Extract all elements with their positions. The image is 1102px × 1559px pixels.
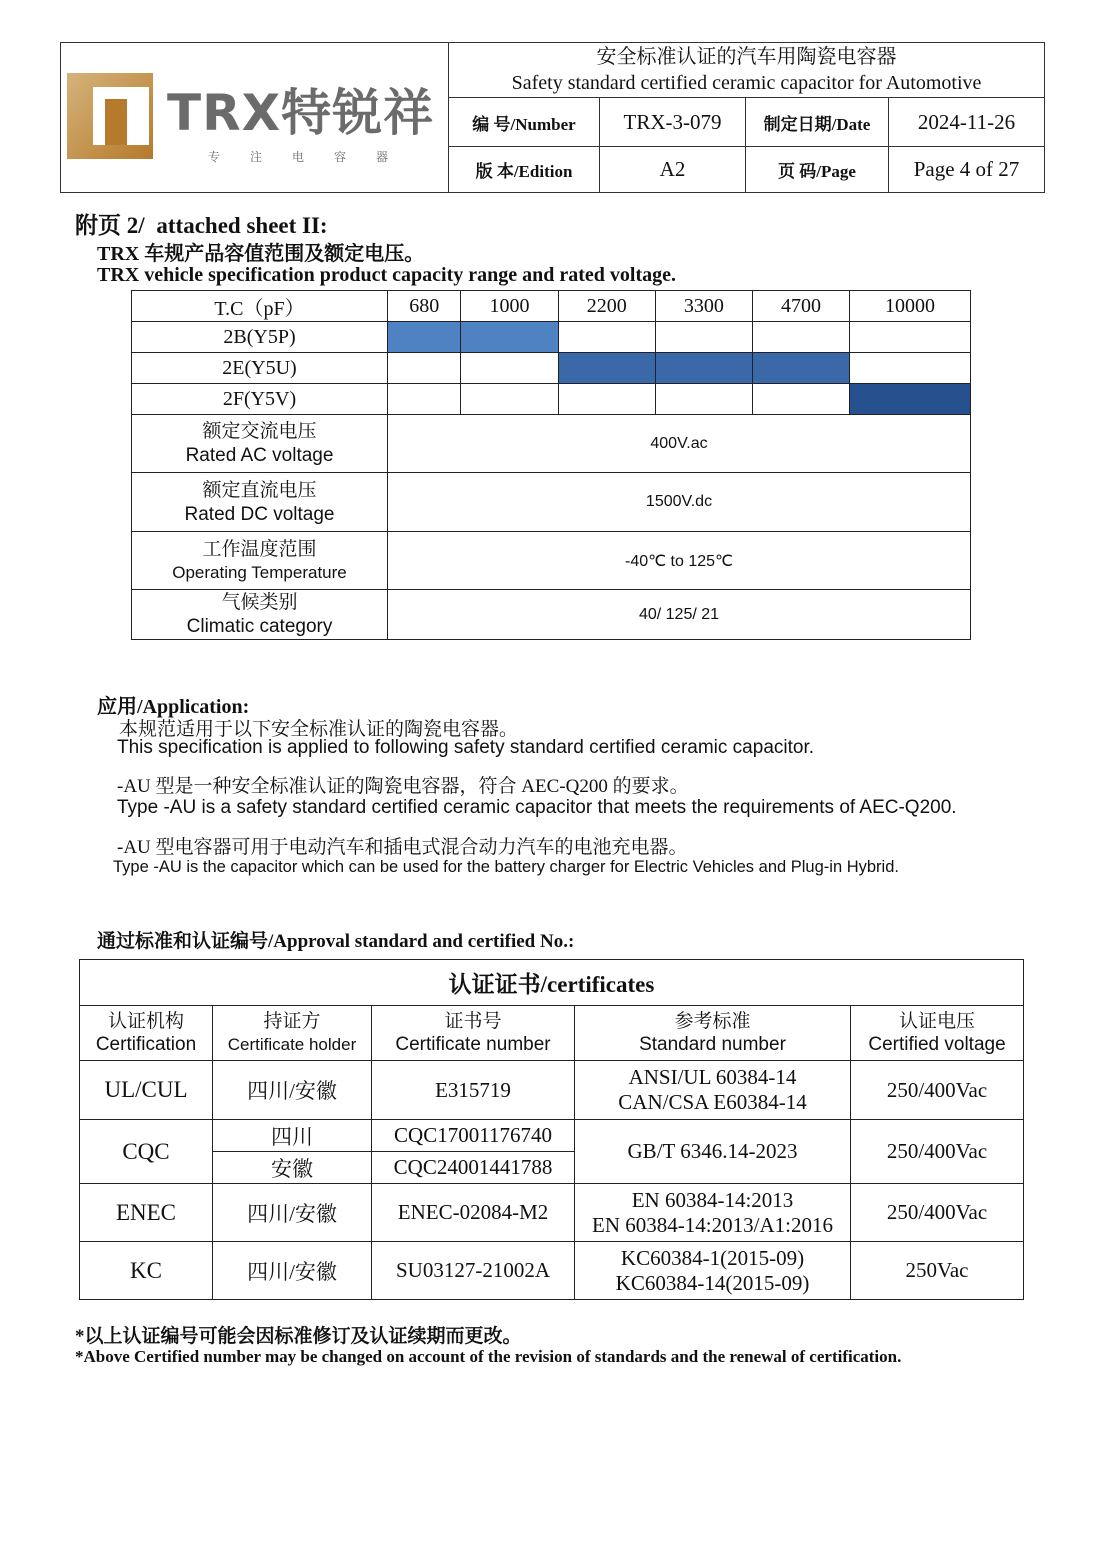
label-cn: 额定交流电压	[202, 421, 317, 442]
application-p2-cn: -AU 型是一种安全标准认证的陶瓷电容器，符合 AEC-Q200 的要求。	[117, 776, 689, 797]
range-cell-filled	[752, 353, 849, 384]
cap-header: 10000	[850, 291, 971, 322]
label-cn: 气候类别	[221, 592, 298, 613]
sheet-title-cn: 附页 2/	[75, 213, 145, 238]
application-p1-en: This specification is applied to following safety standard certified ceramic capacitor.	[117, 737, 815, 758]
tc-label: 2B(Y5P)	[132, 322, 388, 353]
cert-org: CQC	[80, 1120, 213, 1184]
col-header-holder	[213, 1006, 372, 1061]
standard-line: KC60384-1(2015-09)	[620, 1245, 805, 1270]
cert-standard	[575, 1061, 851, 1120]
col-header-certification	[80, 1006, 213, 1061]
cert-holder: 四川/安徽	[213, 1061, 372, 1120]
label-en: Rated AC voltage	[185, 445, 334, 466]
header-en: Certified voltage	[868, 1034, 1006, 1055]
spec-row-2f	[132, 384, 971, 415]
climatic-value: 40/ 125/ 21	[388, 590, 971, 640]
label-cn: 额定直流电压	[202, 479, 317, 501]
spec-row-2e	[132, 353, 971, 384]
capacity-range-table	[131, 290, 971, 640]
range-cell	[388, 353, 461, 384]
rated-dc-row	[132, 473, 971, 532]
standard-line: CAN/CSA E60384-14	[618, 1090, 807, 1114]
cert-holder: 安徽	[213, 1152, 372, 1184]
sheet-title	[75, 207, 328, 240]
operating-temp-label	[132, 532, 388, 590]
header-cn: 认证机构	[107, 1011, 184, 1032]
tc-label: 2E(Y5U)	[132, 353, 388, 384]
rated-dc-label	[132, 473, 388, 532]
range-cell-filled	[461, 322, 558, 353]
tc-corner-cell: T.C（pF）	[132, 291, 388, 322]
application-p2-en: Type -AU is a safety standard certified ceramic capacitor that meets the requirements of AEC-Q200.	[117, 797, 957, 818]
application-p3-en: Type -AU is the capacitor which can be used for the battery charger for Electric Vehicles and Plug-in Hybrid.	[113, 858, 899, 876]
standard-line: EN 60384-14:2013/A1:2016	[592, 1212, 833, 1237]
label-en: Climatic category	[186, 616, 333, 637]
col-header-standard	[575, 1006, 851, 1061]
certificates-title: 认证证书/certificates	[80, 960, 1024, 1006]
cert-standard	[575, 1242, 851, 1300]
range-cell-filled	[388, 322, 461, 353]
rated-ac-row	[132, 415, 971, 473]
standard-line: EN 60384-14:2013	[631, 1187, 794, 1212]
range-cell	[850, 322, 971, 353]
climatic-row	[132, 590, 971, 640]
cert-number: E315719	[372, 1061, 575, 1120]
title-en: Safety standard certified ceramic capacitor for Automotive	[511, 72, 982, 95]
spec-row-2b	[132, 322, 971, 353]
approval-heading: 通过标准和认证编号/Approval standard and certified No.:	[97, 931, 575, 952]
date-value: 2024-11-26	[889, 98, 1045, 146]
edition-value: A2	[600, 146, 746, 192]
cert-number: CQC17001176740	[372, 1120, 575, 1152]
col-header-voltage	[851, 1006, 1024, 1061]
range-cell	[655, 384, 752, 415]
header-cn: 持证方	[263, 1011, 321, 1032]
range-cell	[558, 322, 655, 353]
logo-text: TRX特锐祥	[167, 84, 435, 142]
label-en: Rated DC voltage	[184, 503, 335, 525]
number-value: TRX-3-079	[600, 98, 746, 146]
rated-ac-label	[132, 415, 388, 473]
footnote-cn: *以上认证编号可能会因标准修订及认证续期而更改。	[75, 1326, 522, 1347]
trx-logo-icon	[67, 73, 153, 159]
logo-cell	[61, 43, 449, 193]
sheet-title-en: attached sheet II:	[156, 213, 328, 238]
cert-holder: 四川/安徽	[213, 1184, 372, 1242]
label-cn: 工作温度范围	[202, 538, 317, 560]
cert-org: KC	[80, 1242, 213, 1300]
cert-number: SU03127-21002A	[372, 1242, 575, 1300]
cap-header: 4700	[752, 291, 849, 322]
title-cn: 安全标准认证的汽车用陶瓷电容器	[596, 46, 897, 69]
application-p3-cn: -AU 型电容器可用于电动汽车和插电式混合动力汽车的电池充电器。	[117, 837, 688, 858]
logo-slogan: 专注电容器	[208, 150, 419, 164]
range-cell-filled	[655, 353, 752, 384]
page-value: Page 4 of 27	[889, 146, 1045, 192]
certificates-table	[79, 959, 1024, 1300]
rated-dc-value: 1500V.dc	[388, 473, 971, 532]
standard-line: KC60384-14(2015-09)	[615, 1270, 810, 1295]
operating-temp-value: -40℃ to 125℃	[388, 532, 971, 590]
cert-holder: 四川/安徽	[213, 1242, 372, 1300]
standard-line: ANSI/UL 60384-14	[628, 1065, 797, 1089]
col-header-number	[372, 1006, 575, 1061]
cap-header: 3300	[655, 291, 752, 322]
header-en: Certificate holder	[227, 1035, 357, 1054]
cap-header: 680	[388, 291, 461, 322]
cert-voltage: 250/400Vac	[851, 1120, 1024, 1184]
cert-standard: GB/T 6346.14-2023	[575, 1120, 851, 1184]
header-en: Standard number	[639, 1034, 786, 1055]
cert-header-row	[80, 1006, 1024, 1061]
range-cell	[461, 353, 558, 384]
sheet-subtitle-en: TRX vehicle specification product capacity range and rated voltage.	[97, 264, 677, 286]
range-cell	[752, 322, 849, 353]
header-cn: 参考标准	[674, 1011, 751, 1032]
cert-voltage: 250Vac	[851, 1242, 1024, 1300]
sheet-subtitle-cn: TRX 车规产品容值范围及额定电压。	[97, 243, 425, 265]
cert-standard	[575, 1184, 851, 1242]
range-cell-filled	[558, 353, 655, 384]
range-cell	[558, 384, 655, 415]
range-cell	[388, 384, 461, 415]
footnote-en: *Above Certified number may be changed on account of the revision of standards and the renewal of certification.	[75, 1347, 902, 1366]
page-label: 页 码/Page	[746, 146, 889, 192]
cert-number: CQC24001441788	[372, 1152, 575, 1184]
cap-header: 2200	[558, 291, 655, 322]
document-header	[60, 42, 1045, 193]
cert-row-kc	[80, 1242, 1024, 1300]
cert-org: UL/CUL	[80, 1061, 213, 1120]
label-en: Operating Temperature	[172, 562, 347, 582]
cert-voltage: 250/400Vac	[851, 1061, 1024, 1120]
cert-holder: 四川	[213, 1120, 372, 1152]
range-cell-filled	[850, 384, 971, 415]
range-cell	[461, 384, 558, 415]
header-title	[449, 43, 1045, 98]
range-cell	[752, 384, 849, 415]
range-cell	[655, 322, 752, 353]
range-cell	[850, 353, 971, 384]
cert-row-cqc	[80, 1120, 1024, 1152]
cert-org: ENEC	[80, 1184, 213, 1242]
cert-row-enec	[80, 1184, 1024, 1242]
rated-ac-value: 400V.ac	[388, 415, 971, 473]
date-label: 制定日期/Date	[746, 98, 889, 146]
cert-row-ul	[80, 1061, 1024, 1120]
operating-temp-row	[132, 532, 971, 590]
header-cn: 认证电压	[898, 1011, 975, 1032]
cap-header: 1000	[461, 291, 558, 322]
application-p1-cn: 本规范适用于以下安全标准认证的陶瓷电容器。	[119, 719, 519, 740]
header-en: Certificate number	[395, 1034, 551, 1055]
climatic-label	[132, 590, 388, 640]
cert-number: ENEC-02084-M2	[372, 1184, 575, 1242]
header-en: Certification	[95, 1034, 197, 1055]
header-cn: 证书号	[444, 1011, 502, 1032]
tc-label: 2F(Y5V)	[132, 384, 388, 415]
number-label: 编 号/Number	[449, 98, 600, 146]
edition-label: 版 本/Edition	[449, 146, 600, 192]
cert-voltage: 250/400Vac	[851, 1184, 1024, 1242]
application-heading: 应用/Application:	[97, 696, 250, 718]
